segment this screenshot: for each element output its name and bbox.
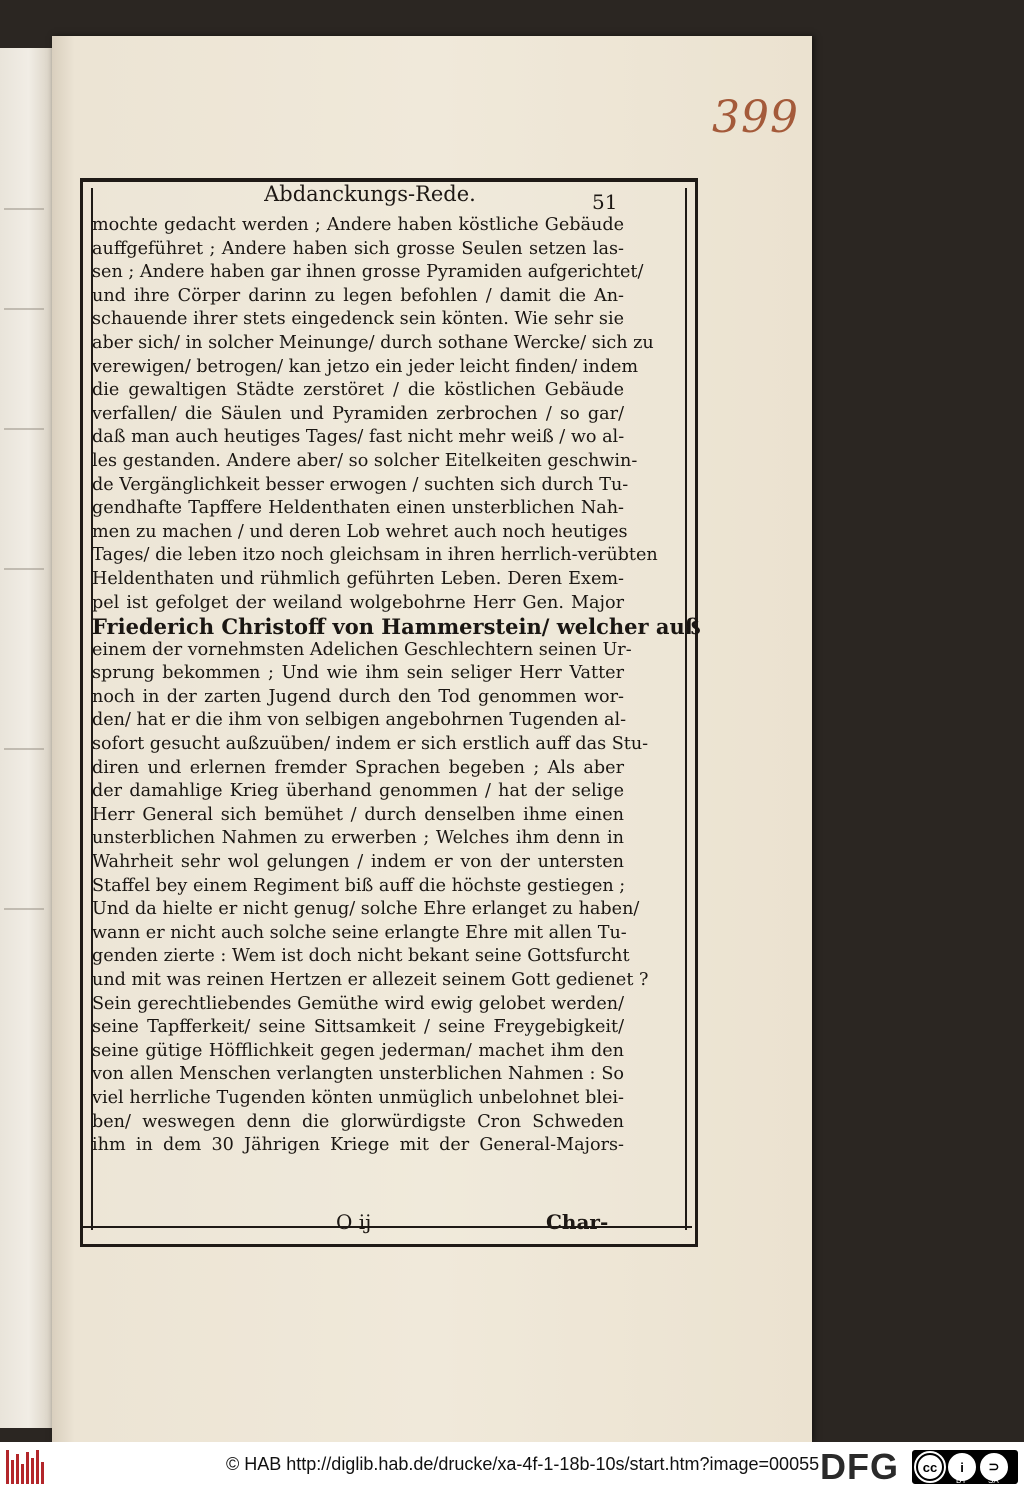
text-line: viel herrliche Tugenden könten unmüglich unbelohnet blei-	[92, 1087, 624, 1108]
text-line: men zu machen / und deren Lob wehret auch noch heutiges	[92, 521, 628, 542]
text-line: von allen Menschen verlangten unsterblichen Nahmen : So	[92, 1064, 624, 1085]
sa-label: SA	[988, 1476, 999, 1485]
viewer-footer	[0, 1442, 1024, 1492]
dfg-logo[interactable]: DFG	[820, 1446, 899, 1487]
page-number: 51	[592, 190, 618, 214]
text-line: mochte gedacht werden ; Andere haben köstliche Gebäude	[92, 215, 624, 235]
text-line: und mit was reinen Hertzen er allezeit seinem Gott gedienet ?	[92, 970, 649, 990]
text-line: diren und erlernen fremder Sprachen begeben ; Als aber	[92, 757, 624, 778]
ink-trace	[4, 568, 44, 570]
text-line: aber sich/ in solcher Meinunge/ durch sothane Wercke/ sich zu	[92, 332, 654, 353]
running-head: Abdanckungs-Rede.	[264, 182, 476, 206]
text-line: pel ist gefolget der weiland wolgebohrne Herr Gen. Major	[92, 592, 624, 613]
text-line-name: Friederich Christoff von Hammerstein/ welcher auß	[92, 614, 701, 640]
text-line: noch in der zarten Jugend durch den Tod genommen wor-	[92, 686, 624, 707]
text-line: sen ; Andere haben gar ihnen grosse Pyramiden aufgerichtet/	[92, 262, 644, 283]
ink-trace	[4, 908, 44, 910]
ink-trace	[4, 208, 44, 210]
creative-commons-license-badge[interactable]	[912, 1450, 1018, 1484]
text-line: verewigen/ betrogen/ kan jetzo ein jeder leicht finden/ indem	[92, 356, 639, 377]
ink-trace	[4, 428, 44, 430]
text-line: Tages/ die leben itzo noch gleichsam in ihren herrlich-verübten	[92, 545, 658, 566]
handwritten-folio-number: 399	[712, 92, 799, 143]
text-line: Wahrheit sehr wol gelungen / indem er von der untersten	[92, 852, 624, 873]
ink-trace	[4, 308, 44, 310]
text-line: Staffel bey einem Regiment biß auff die höchste gestiegen ;	[92, 875, 626, 896]
text-line: Und da hielte er nicht genug/ solche Ehre erlanget zu haben/	[92, 899, 640, 920]
text-line: genden zierte : Wem ist doch nicht bekant seine Gottsfurcht	[92, 946, 630, 967]
text-line: unsterblichen Nahmen zu erwerben ; Welches ihm denn in	[92, 828, 624, 849]
text-line: einem der vornehmsten Adelichen Geschlechtern seinen Ur-	[92, 639, 632, 660]
text-line: Heldenthaten und rühmlich geführten Leben. Deren Exem-	[92, 568, 624, 589]
text-line: de Vergänglichkeit besser erwogen / suchten sich durch Tu-	[92, 474, 629, 495]
text-line: Sein gerechtliebendes Gemüthe wird ewig gelobet werden/	[92, 993, 624, 1014]
text-line: der damahlige Krieg überhand genommen / hat der selige	[92, 781, 624, 802]
text-line: ben/ weswegen denn die glorwürdigste Cron Schweden	[92, 1111, 624, 1132]
text-line: gendhafte Tapffere Heldenthaten einen unsterblichen Nah-	[92, 498, 624, 519]
text-line: auffgeführet ; Andere haben sich grosse Seulen setzen las-	[92, 238, 624, 259]
catchword: Char-	[546, 1210, 609, 1234]
signature-mark: O ij	[336, 1210, 372, 1234]
text-line: seine Tapfferkeit/ seine Sittsamkeit / seine Freygebigkeit/	[92, 1017, 624, 1038]
ink-trace	[4, 748, 44, 750]
text-line: verfallen/ die Säulen und Pyramiden zerbrochen / so gar/	[92, 403, 624, 424]
text-line: schauende ihrer stets eingedenck sein könten. Wie sehr sie	[92, 309, 624, 330]
text-line: daß man auch heutiges Tages/ fast nicht mehr weiß / wo al-	[92, 427, 625, 448]
footer-credit-link[interactable]: © HAB http://diglib.hab.de/drucke/xa-4f-1-18b-10s/start.htm?image=00055	[226, 1454, 820, 1474]
text-line: den/ hat er die ihm von selbigen angebohrnen Tugenden al-	[92, 710, 627, 731]
by-label: BY	[956, 1476, 967, 1485]
text-line: sprung bekommen ; Und wie ihm sein seliger Herr Vatter	[92, 663, 624, 684]
attribution-icon: i	[948, 1453, 976, 1481]
text-line: Herr General sich bemühet / durch denselben ihme einen	[92, 804, 624, 825]
text-line: les gestanden. Andere aber/ so solcher Eitelkeiten geschwin-	[92, 450, 638, 471]
text-line: und ihre Cörper darinn zu legen befohlen / damit die An-	[92, 285, 624, 306]
share-alike-icon: ⊃	[980, 1453, 1008, 1481]
adjacent-page-edge	[0, 48, 52, 1428]
text-line: ihm in dem 30 Jährigen Kriege mit der General-Majors-	[92, 1135, 624, 1156]
body-text	[92, 214, 701, 1158]
text-line: die gewaltigen Städte zerstöret / die köstlichen Gebäude	[92, 380, 624, 401]
text-line: sofort gesucht außzuüben/ indem er sich erstlich auff das Stu-	[92, 734, 649, 755]
text-line: seine gütige Höfflichkeit gegen jederman/ machet ihm den	[92, 1040, 624, 1061]
text-line: wann er nicht auch solche seine erlangte Ehre mit allen Tu-	[92, 922, 627, 943]
hab-library-logo[interactable]	[6, 1450, 44, 1484]
cc-icon: cc	[916, 1453, 944, 1481]
